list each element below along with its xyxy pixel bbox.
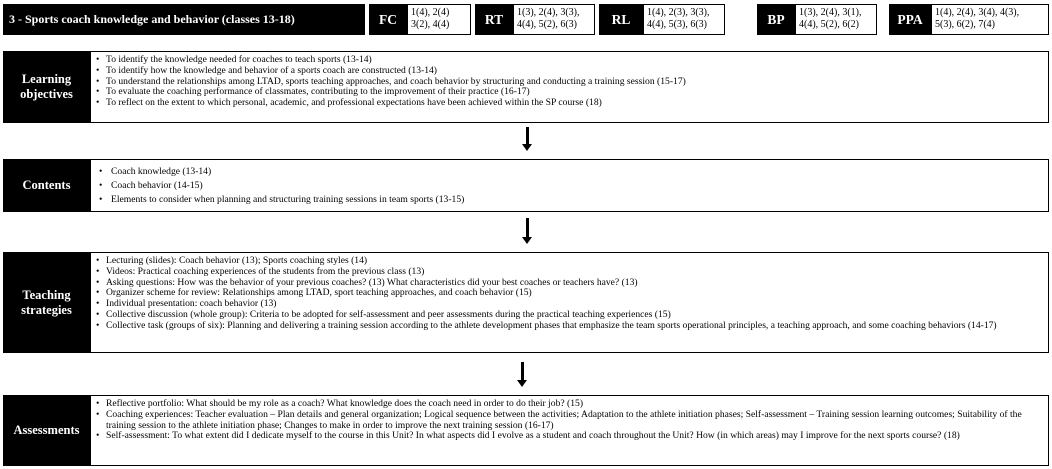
code-rl-values: 1(4), 2(3), 3(3), 4(4), 5(3), 6(3) xyxy=(643,4,725,35)
list-item: • Elements to consider when planning and structuring training sessions in team sports (13-15) xyxy=(95,193,1044,207)
assessments-box xyxy=(90,395,1049,466)
down-arrow-icon xyxy=(521,218,533,244)
down-arrow-icon xyxy=(516,362,528,387)
list-item: • To understand the relationships among LTAD, sports teaching approaches, and coach behavior by structuring and conducting a training session (15-17) xyxy=(95,77,1044,88)
learning-objectives-list xyxy=(95,55,1044,109)
list-item: • Lecturing (slides): Coach behavior (13); Sports coaching styles (14) xyxy=(95,256,1044,267)
code-fc: FC xyxy=(369,4,407,35)
assessments-list xyxy=(95,399,1044,442)
contents-list xyxy=(95,165,1044,207)
list-item: • Reflective portfolio: What should be my role as a coach? What knowledge does the coach need in order to do their job? (15) xyxy=(95,399,1044,410)
section-label-contents: Contents xyxy=(3,159,90,212)
list-item: • Collective discussion (whole group): Criteria to be adopted for self-assessment and peer assessments during the practical teaching experiences (15) xyxy=(95,310,1044,321)
list-item: • To reflect on the extent to which personal, academic, and professional expectations have been achieved within the SP course (18) xyxy=(95,98,1044,109)
list-item: • Self-assessment: To what extent did I dedicate myself to the course in this Unit? In what aspects did I evolve as a student and coach throughout the Unit? How (in which areas) may I improve for the next sports course? (18) xyxy=(95,431,1044,442)
code-bp-values: 1(3), 2(4), 3(1), 4(4), 5(2), 6(2) xyxy=(795,4,877,35)
list-item: • Individual presentation: coach behavior (13) xyxy=(95,299,1044,310)
list-item: • Coaching experiences: Teacher evaluation – Plan details and general organization; Logical sequence between the activities; Adaptation to the athlete initiation phases; Self-assessment – Training session learning outcomes; Suitability of the training session to the athlete initiation phase; Changes to make in order to improve the next training session (16-17) xyxy=(95,410,1044,432)
contents-box xyxy=(90,159,1049,212)
list-item: • Videos: Practical coaching experiences of the students from the previous class (13) xyxy=(95,267,1044,278)
code-bp: BP xyxy=(757,4,795,35)
list-item: • Coach knowledge (13-14) xyxy=(95,165,1044,179)
teaching-strategies-box xyxy=(90,252,1049,353)
code-fc-values: 1(4), 2(4) 3(2), 4(4) xyxy=(407,4,471,35)
list-item: • Collective task (groups of six): Planning and delivering a training session according to the athlete development phases that emphasize the team sports operational principles, a teaching approach, and some coaching behaviors (14-17) xyxy=(95,321,1044,332)
down-arrow-icon xyxy=(521,127,533,151)
list-item: • To evaluate the coaching performance of classmates, contributing to the improvement of their practice (16-17) xyxy=(95,87,1044,98)
code-ppa-values: 1(4), 2(4), 3(4), 4(3), 5(3), 6(2), 7(4) xyxy=(931,4,1049,35)
section-label-teaching-strategies: Teaching strategies xyxy=(3,252,90,353)
list-item: • Asking questions: How was the behavior of your previous coaches? (13) What characteristics did your best coaches or teachers have? (13) xyxy=(95,278,1044,289)
list-item: • To identify how the knowledge and behavior of a sports coach are constructed (13-14) xyxy=(95,66,1044,77)
code-ppa: PPA xyxy=(889,4,931,35)
learning-objectives-box xyxy=(90,51,1049,123)
list-item: • To identify the knowledge needed for coaches to teach sports (13-14) xyxy=(95,55,1044,66)
section-label-assessments: Assessments xyxy=(3,395,90,466)
teaching-strategies-list xyxy=(95,256,1044,332)
list-item: • Organizer scheme for review: Relationships among LTAD, sport teaching approaches, and coach behavior (15) xyxy=(95,288,1044,299)
list-item: • Coach behavior (14-15) xyxy=(95,179,1044,193)
section-label-learning-objectives: Learning objectives xyxy=(3,51,90,123)
unit-title: 3 - Sports coach knowledge and behavior (classes 13-18) xyxy=(3,4,365,35)
code-rt-values: 1(3), 2(4), 3(3), 4(4), 5(2), 6(3) xyxy=(513,4,595,35)
code-rl: RL xyxy=(599,4,643,35)
code-rt: RT xyxy=(475,4,513,35)
